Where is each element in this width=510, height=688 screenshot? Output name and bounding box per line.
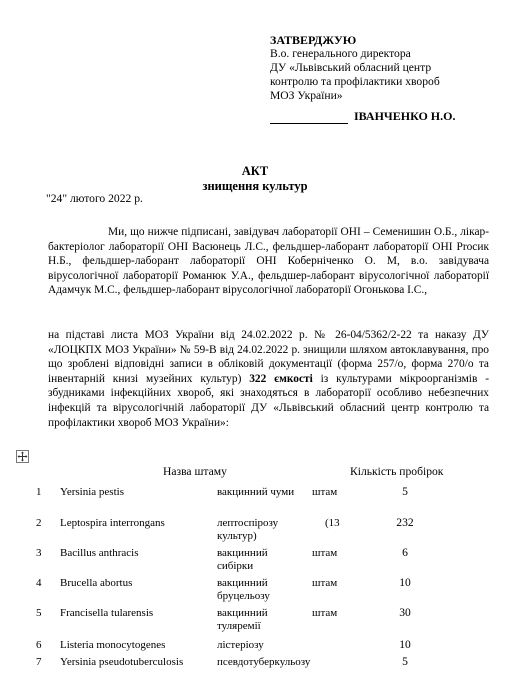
- signature-row: [270, 109, 500, 124]
- approval-block: [270, 33, 500, 124]
- strain-name: Yersinia pestis: [60, 486, 124, 498]
- move-icon[interactable]: [16, 450, 29, 463]
- signature-line: [270, 112, 348, 124]
- approval-line: контролю та профілактики хвороб: [270, 75, 440, 88]
- strain-extra: штам: [312, 486, 338, 498]
- strain-kind: лістеріозу: [217, 639, 264, 651]
- tube-count: 5: [402, 655, 408, 668]
- row-number: 5: [36, 607, 42, 619]
- tube-count: 6: [402, 546, 408, 559]
- basis-text-end: із культурами мікроорганізмів - збудниками інфекційних хвороб, які знаходяться в лабораторії особливо небезпечних інфекцій та вірусологічній лабораторії ДУ «Львівський обласний центр контролю та профілактики хвороб МОЗ України»:: [48, 372, 489, 429]
- signer-name: ІВАНЧЕНКО Н.О.: [354, 109, 456, 123]
- row-number: 3: [36, 547, 42, 559]
- strain-name: Listeria monocytogenes: [60, 639, 166, 651]
- tube-count: 10: [399, 638, 411, 651]
- strain-name: Bacillus anthracis: [60, 547, 139, 559]
- row-number: 4: [36, 577, 42, 589]
- column-header-name: Назва штаму: [163, 465, 227, 478]
- tube-count: 10: [399, 576, 411, 589]
- row-number: 6: [36, 639, 42, 651]
- basis-paragraph: [48, 328, 489, 430]
- row-number: 2: [36, 517, 42, 529]
- strain-kind: вакцинний чуми: [217, 486, 295, 498]
- strain-kind: вакцинний бруцельозу: [217, 577, 270, 602]
- approval-line: МОЗ України»: [270, 89, 343, 102]
- strain-name: Francisella tularensis: [60, 607, 154, 619]
- act-title: АКТ: [241, 164, 269, 178]
- strain-name: Yersinia pseudotuberculosis: [60, 656, 184, 668]
- approval-header: ЗАТВЕРДЖУЮ: [270, 33, 357, 47]
- approval-line: В.о. генерального директора: [270, 47, 411, 60]
- row-number: 1: [36, 486, 42, 498]
- column-header-count: Кількість пробірок: [350, 465, 444, 478]
- strain-kind: вакцинний туляремії: [217, 607, 268, 632]
- strain-kind: лептоспірозу культур): [217, 517, 279, 542]
- strain-extra: (13: [325, 517, 340, 529]
- tube-count: 5: [402, 485, 408, 498]
- strain-extra: штам: [312, 577, 338, 589]
- strain-extra: штам: [312, 607, 338, 619]
- basis-text: на підставі листа МОЗ України від 24.02.2022 р. № 26-04/5362/2-22 та наказу ДУ «ЛОЦКПХ МОЗ України» № 59-В від 24.02.2022 р. знищили шляхом автоклавування, про що зроблені відповідні записи в обліковій документації (форма 257/о, форма 270/о та інвентарній книзі музейних культур): [48, 329, 489, 385]
- strain-name: Brucella abortus: [60, 577, 133, 589]
- strain-kind: вакцинний сибірки: [217, 547, 268, 572]
- tube-count: 232: [396, 516, 414, 529]
- act-subtitle: знищення культур: [202, 179, 308, 193]
- strain-extra: штам: [312, 547, 338, 559]
- members-paragraph: Ми, що нижче підписані, завідувач лабораторії ОНІ – Семенишин О.Б., лікар-бактеріолог лабораторії ОНІ Васюнець Л.С., фельдшер-лаборант лабораторії ОНІ Procик Н.Б., фельдшер-лаборант лабораторії ОНІ Коберніченко О. М, в.о. завідувача вірусологічної лабораторії Романюк У.А., фельдшер-лаборант вірусологічної лабораторії Адамчук М.С., фельдшер-лаборант вірусологічної лабораторії Огонькова І.С.,: [48, 226, 489, 297]
- row-number: 7: [36, 656, 42, 668]
- approval-line: ДУ «Львівський обласний центр: [270, 61, 432, 74]
- strain-kind: псевдотуберкульозу: [217, 656, 311, 668]
- act-date: "24" лютого 2022 р.: [46, 192, 143, 205]
- capacity-count: 322 ємкості: [249, 372, 313, 385]
- tube-count: 30: [399, 606, 411, 619]
- strain-name: Leptospira interrongans: [60, 517, 165, 529]
